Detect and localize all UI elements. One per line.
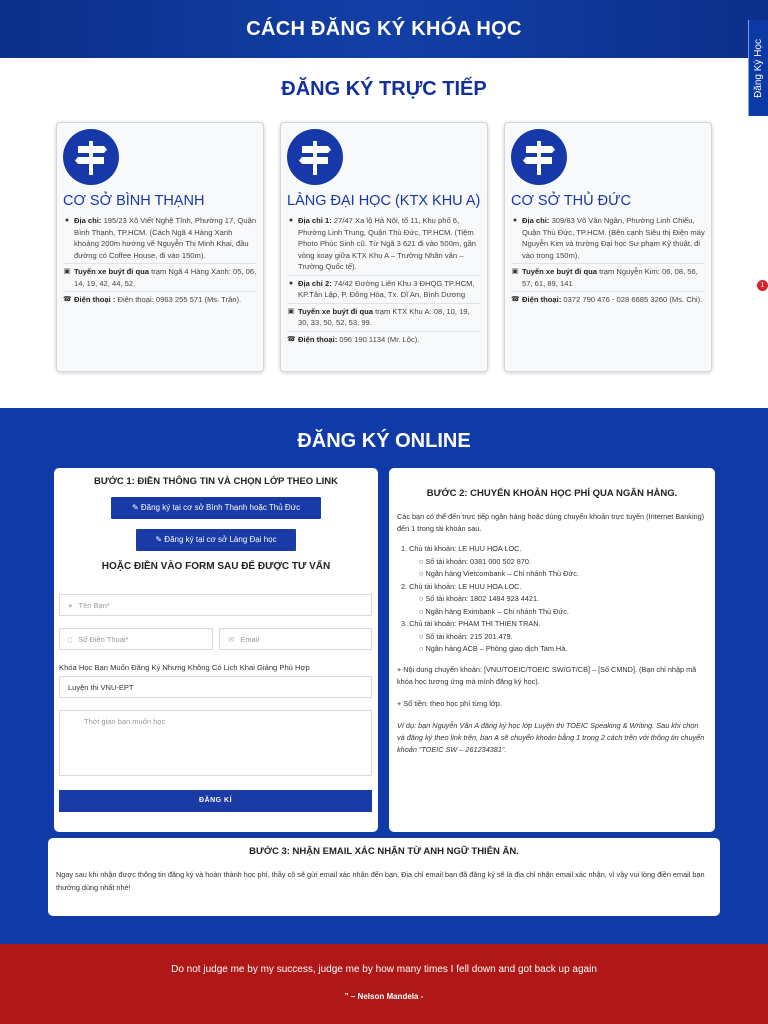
location-phone: 0372 790 476 - 028 6685 3260 (Ms. Chi). <box>563 295 703 304</box>
account-number: ○ Số tài khoản: 215 201 479. <box>419 631 513 641</box>
account-holder: 3. Chủ tài khoản: PHAM THI THIEN TRAN. <box>401 619 541 628</box>
account-number: ○ Số tài khoản: 1802 1484 923 4421. <box>419 594 540 603</box>
signpost-icon <box>287 129 343 185</box>
transfer-content-note: + Nội dung chuyển khoản: [VNU/TOEIC/TOEIC SW/GT/CB] – [Số CMND]. (Bạn chỉ nhập mã khóa học tương ứng mà mình đăng ký học). <box>397 664 697 686</box>
submit-button[interactable]: ĐĂNG KÍ <box>59 790 372 812</box>
account-holder: 2. Chủ tài khoản: LE HUU HOA LOC. <box>401 581 522 591</box>
location-card-thu-duc: CƠ SỞ THỦ ĐỨC ● Địa chỉ: 309/83 Võ Văn Ngân, Phường Linh Chiểu, Quận Thủ Đức, TP.HCM. (Bên cạnh Siêu thị Điện máy Nguyễn Kim và trường Đại học Sư phạm Kỹ thuật, đi vào trong 150m). ▣ Tuyến xe buýt đi qua trạm Nguyễn Kim: 06, 08, 56, 57, 61, 89, 141 ☎ Điện thoại: 0372 790 476 - 028 6685 3260 (Ms. Chi). <box>504 122 712 372</box>
bus-icon: ▣ <box>511 268 519 275</box>
step3-title: BƯỚC 3: NHẬN EMAIL XÁC NHẬN TỪ ANH NGỮ THIÊN ÂN. <box>249 846 519 857</box>
step3-text: Ngay sau khi nhận được thông tin đăng ký và hoàn thành học phí, thầy cô sẽ gửi email xác nhận đến bạn. Địa chỉ email bạn đã đăng ký sẽ là địa chỉ nhận email xác nhận, vì vậy vui lòng điền email bạn thường dùng nhất nhé! <box>56 870 705 892</box>
signpost-icon <box>63 129 119 185</box>
location-bus: trạm KTX Khu A: 08, 10, 19, 30, 33, 50, 52, 53, 99. <box>298 306 470 327</box>
location-name: LÀNG ĐẠI HỌC (KTX KHU A) <box>287 193 481 209</box>
phone-icon: ☎ <box>63 296 72 303</box>
location-card-binh-thanh: CƠ SỞ BÌNH THẠNH ● Địa chỉ: 195/23 Xô Viết Nghệ Tĩnh, Phường 17, Quận Bình Thạnh, TP.HCM. (Cách Ngã 4 Hàng Xanh khoảng 200m hướng về Nguyễn Thị Minh Khai, đầu đường có Coffee House, đi vào 150m). ▣ Tuyến xe buýt đi qua trạm Ngã 4 Hàng Xanh: 05, 06, 14, 19, 42, 44, 52. ☎ Điện thoại : Điện thoại: 0963 255 571 (Ms. Trân). <box>56 122 264 372</box>
online-registration-section <box>0 408 768 944</box>
location-bus: trạm Nguyễn Kim: 06, 08, 56, 57, 61, 89, 141 <box>522 267 698 288</box>
location-name: CƠ SỞ BÌNH THẠNH <box>63 193 205 209</box>
quote-author: ” – Nelson Mandela - <box>344 992 424 1001</box>
email-input[interactable]: ✉ Email <box>219 628 372 650</box>
side-tab-label: Đăng Ký Học <box>753 38 764 98</box>
envelope-icon: ✉ <box>228 634 235 644</box>
step2-panel <box>389 468 715 832</box>
register-side-tab[interactable] <box>748 20 768 116</box>
location-address-2: 74/42 Đường Liên Khu 3 ĐHQG TP.HCM, KP.Tân Lập, P. Đông Hòa, Tx. Dĩ An, Bình Dương <box>298 278 475 299</box>
location-address: 195/23 Xô Viết Nghệ Tĩnh, Phường 17, Quận Bình Thạnh, TP.HCM. (Cách Ngã 4 Hàng Xanh khoảng 200m hướng về Nguyễn Thị Minh Khai, đầu đường có Coffee House, đi vào 150m). <box>74 216 257 260</box>
step1-panel <box>54 468 378 832</box>
preferred-time-textarea[interactable]: Thời gian bạn muốn học <box>59 710 372 776</box>
transfer-example: Ví dụ: bạn Nguyễn Văn A đăng ký học lớp Luyện thi TOEIC Speaking & Writing. Sau khi chọn và đăng ký theo link trên, bạn A sẽ chuyển khoản bằng 1 trong 2 cách trên với thông tin chuyển khoản “TOEIC SW – 261234381”. <box>397 720 705 754</box>
form-title: HOẶC ĐIỀN VÀO FORM SAU ĐỂ ĐƯỢC TƯ VẤN <box>101 561 331 572</box>
account-bank: ○ Ngân hàng Eximbank – Chi nhánh Thủ Đức. <box>419 606 569 616</box>
map-marker-icon: ● <box>288 217 294 224</box>
account-holder: 1. Chủ tài khoản: LE HUU HOA LOC. <box>401 544 522 553</box>
account-bank: ○ Ngân hàng Vietcombank – Chi nhánh Thủ Đức. <box>419 569 579 578</box>
register-lang-dai-hoc-button[interactable]: ✎ Đăng ký tại cơ sở Làng Đại học <box>136 529 296 551</box>
online-section-title: ĐĂNG KÝ ONLINE <box>297 430 471 452</box>
map-marker-icon: ● <box>288 279 294 287</box>
map-marker-icon: ● <box>64 217 70 224</box>
user-icon: ● <box>68 600 73 610</box>
quote-text: Do not judge me by my success, judge me by how many times I fell down and got back up again <box>171 964 597 975</box>
account-number: ○ Số tài khoản: 0381 000 502 870. <box>419 556 531 566</box>
register-binh-thanh-thu-duc-button[interactable]: ✎ Đăng ký tại cơ sở Bình Thạnh hoặc Thủ Đức <box>111 497 321 519</box>
step1-title: BƯỚC 1: ĐIỀN THÔNG TIN VÀ CHỌN LỚP THEO LINK <box>93 476 338 487</box>
location-bus: trạm Ngã 4 Hàng Xanh: 05, 06, 14, 19, 42, 44, 52. <box>74 267 257 288</box>
signpost-icon <box>511 129 567 185</box>
step3-panel <box>48 838 720 916</box>
location-address: 309/83 Võ Văn Ngân, Phường Linh Chiểu, Quận Thủ Đức, TP.HCM. (Bên cạnh Siêu thị Điện máy Nguyễn Kim và trường Đại học Sư phạm Kỹ thuật, đi vào trong 150m). <box>522 216 705 260</box>
page-title: CÁCH ĐĂNG KÝ KHÓA HỌC <box>246 17 522 40</box>
location-name: CƠ SỞ THỦ ĐỨC <box>511 193 631 209</box>
course-select[interactable]: Luyện thi VNU-EPT <box>59 676 372 698</box>
phone-icon: ☎ <box>511 296 520 303</box>
bus-icon: ▣ <box>63 268 71 275</box>
mobile-icon: ▯ <box>68 634 73 644</box>
bank-accounts-list <box>397 543 707 656</box>
step2-title: BƯỚC 2: CHUYỂN KHOẢN HỌC PHÍ QUA NGÂN HÀNG. <box>426 488 678 499</box>
phone-icon: ☎ <box>287 335 296 343</box>
phone-input[interactable]: ▯ Số Điện Thoại* <box>59 628 213 650</box>
location-card-lang-dai-hoc: LÀNG ĐẠI HỌC (KTX KHU A) ● Địa chỉ 1: 27/47 Xa lộ Hà Nội, tổ 11, Khu phố 6, Phường Linh Trung, Quận Thủ Đức, TP.HCM. (Tiệm Photo Phúc Sinh cũ. Từ Ngã 3 621 đi vào 500m, gần vòng xoay giữa KTX Khu A – Trường Nhân văn – Trường Quốc tế). ● Địa chỉ 2: 74/42 Đường Liên Khu 3 ĐHQG TP.HCM, KP.Tân Lập, P. Đông Hòa, Tx. Dĩ An, Bình Dương ▣ Tuyến xe buýt đi qua trạm KTX Khu A: 08, 10, 19, 30, 33, 50, 52, 53, 99. ☎ Điện thoại: 096 190 1134 (Mr. Lộc). <box>280 122 488 372</box>
page-header-banner <box>0 0 768 58</box>
account-bank: ○ Ngân hàng ACB – Phòng giao dịch Tam Hà. <box>419 644 568 653</box>
location-address: 27/47 Xa lộ Hà Nội, tổ 11, Khu phố 6, Phường Linh Trung, Quận Thủ Đức, TP.HCM. (Tiệm Photo Phúc Sinh cũ. Từ Ngã 3 621 đi vào 500m, gần vòng xoay giữa KTX Khu A – Trường Nhân văn – Trường Quốc tế). <box>298 216 477 271</box>
map-marker-icon: ● <box>512 217 518 224</box>
notification-badge[interactable]: 1 <box>757 280 768 291</box>
direct-section-title: ĐĂNG KÝ TRỰC TIẾP <box>281 78 487 100</box>
location-phone: 096 190 1134 (Mr. Lộc). <box>339 334 420 344</box>
name-input[interactable]: ● Tên Bạn* <box>59 594 372 616</box>
transfer-amount-note: + Số tiền: theo học phí từng lớp. <box>397 698 502 708</box>
bus-icon: ▣ <box>287 307 295 315</box>
course-select-label: Khóa Học Bạn Muốn Đăng Ký Nhưng Không Có Lịch Khai Giảng Phù Hợp <box>59 663 310 672</box>
location-phone: Điện thoại: 0963 255 571 (Ms. Trân). <box>117 295 242 304</box>
quote-footer <box>0 944 768 1024</box>
bank-intro: Các bạn có thể đến trực tiếp ngân hàng hoặc dùng chuyển khoản trực tuyến (Internet Banking) đến 1 trong tài khoản sau. <box>397 512 705 533</box>
